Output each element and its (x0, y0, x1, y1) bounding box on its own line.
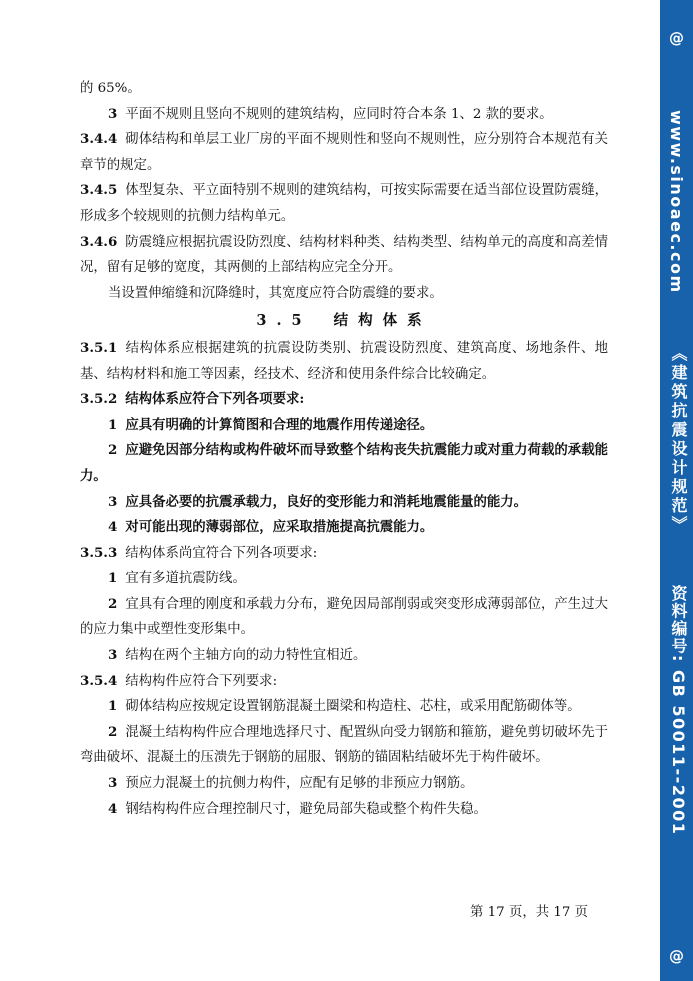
clause-text: 结构体系应符合下列各项要求: (125, 391, 305, 408)
list-item (80, 643, 608, 669)
clause-number: 3.5 (256, 312, 312, 330)
list-item (80, 694, 608, 720)
clause-text: 应具有明确的计算简图和合理的地震作用传递途径。 (125, 416, 434, 433)
clause-text: 对可能出现的薄弱部位，应采取措施提高抗震能力。 (125, 519, 434, 536)
clause-number: 2 (108, 595, 118, 612)
clause-number: 3.4.4 (80, 131, 118, 148)
list-item (80, 566, 608, 592)
clause-number: 1 (108, 416, 118, 433)
clause-number: 3.4.6 (80, 233, 118, 250)
clause-text: 宜有多道抗震防线。 (125, 571, 246, 587)
clause (80, 669, 608, 695)
list-item (80, 592, 608, 643)
clause-text: 宜具有合理的刚度和承载力分布，避免因局部削弱或突变形成薄弱部位，产生过大的应力集中或塑性变形集中。 (80, 596, 608, 638)
clause-text: 结构在两个主轴方向的动力特性宜相近。 (125, 648, 367, 664)
clause-text: 钢结构构件应合理控制尺寸，避免局部失稳或整个构件失稳。 (125, 801, 487, 817)
clause-text: 应具备必要的抗震承载力，良好的变形能力和消耗地震能量的能力。 (125, 493, 528, 510)
list-item (80, 771, 608, 797)
clause-number: 2 (108, 723, 118, 740)
clause-number: 2 (108, 442, 118, 459)
list-item (80, 102, 608, 128)
clause (80, 230, 608, 281)
clause (80, 387, 608, 413)
clause (80, 178, 608, 229)
clause-number: 3 (108, 493, 118, 510)
clause-number: 1 (108, 570, 118, 587)
clause-number: 3 (108, 105, 118, 122)
paragraph (80, 76, 608, 102)
side-document-code: 资料编号: GB 50011--2001 (669, 585, 688, 836)
clause (80, 541, 608, 567)
clause-text: 的 65%。 (80, 81, 141, 96)
list-item (80, 413, 608, 439)
list-item (80, 797, 608, 823)
list-item (80, 720, 608, 771)
list-item (80, 490, 608, 516)
clause-number: 4 (108, 519, 118, 536)
paragraph (80, 281, 608, 307)
clause-text: 防震缝应根据抗震设防烈度、结构材料种类、结构类型、结构单元的高度和高差情况，留有足够的宽度，其两侧的上部结构应完全分开。 (80, 234, 608, 276)
clause-number: 3.5.2 (80, 391, 118, 408)
clause-number: 3.5.3 (80, 544, 118, 561)
document-body (80, 76, 608, 822)
clause-text: 结构体系 (333, 312, 432, 330)
clause-text: 结构构件应符合下列要求: (125, 673, 278, 689)
list-item (80, 438, 608, 489)
clause-number: 3.4.5 (80, 182, 118, 199)
clause-number: 1 (108, 698, 118, 715)
page-footer: 第 17 页，共 17 页 (470, 905, 589, 920)
clause-text: 结构体系应根据建筑的抗震设防类别、抗震设防烈度、建筑高度、场地条件、地基、结构材料和施工等因素，经技术、经济和使用条件综合比较确定。 (80, 340, 608, 382)
clause-number: 3 (108, 647, 118, 664)
clause-text: 应避免因部分结构或构件破坏而导致整个结构丧失抗震能力或对重力荷载的承载能力。 (80, 442, 608, 484)
clause-text: 砌体结构应按规定设置钢筋混凝土圈梁和构造柱、芯柱，或采用配筋砌体等。 (125, 699, 581, 715)
clause (80, 127, 608, 178)
clause-text: 混凝土结构构件应合理地选择尺寸、配置纵向受力钢筋和箍筋，避免剪切破坏先于弯曲破坏、混凝土的压溃先于钢筋的屈服、钢筋的锚固粘结破坏先于构件破坏。 (80, 724, 608, 766)
clause-number: 4 (108, 800, 118, 817)
list-item (80, 515, 608, 541)
clause-number: 3.5.1 (80, 339, 118, 356)
clause-text: 当设置伸缩缝和沉降缝时，其宽度应符合防震缝的要求。 (108, 285, 443, 301)
clause-number: 3 (108, 775, 118, 792)
clause-text: 结构体系尚宜符合下列各项要求: (125, 545, 318, 561)
clause-text: 平面不规则且竖向不规则的建筑结构，应同时符合本条 1、2 款的要求。 (125, 106, 553, 122)
clause-number: 3.5.4 (80, 672, 118, 689)
at-icon: @ (669, 947, 684, 965)
clause-text: 体型复杂、平立面特别不规则的建筑结构，可按实际需要在适当部位设置防震缝，形成多个较规则的抗侧力结构单元。 (80, 183, 608, 224)
side-document-title: 《建筑抗震设计规范》 (669, 345, 688, 535)
clause-text: 砌体结构和单层工业厂房的平面不规则性和竖向不规则性，应分别符合本规范有关章节的规定。 (80, 132, 608, 173)
section-heading (80, 308, 608, 334)
clause-text: 预应力混凝土的抗侧力构件，应配有足够的非预应力钢筋。 (125, 776, 474, 792)
clause (80, 336, 608, 387)
side-website-link[interactable]: www.sinoaec.com (667, 110, 686, 294)
at-icon: @ (669, 29, 684, 47)
